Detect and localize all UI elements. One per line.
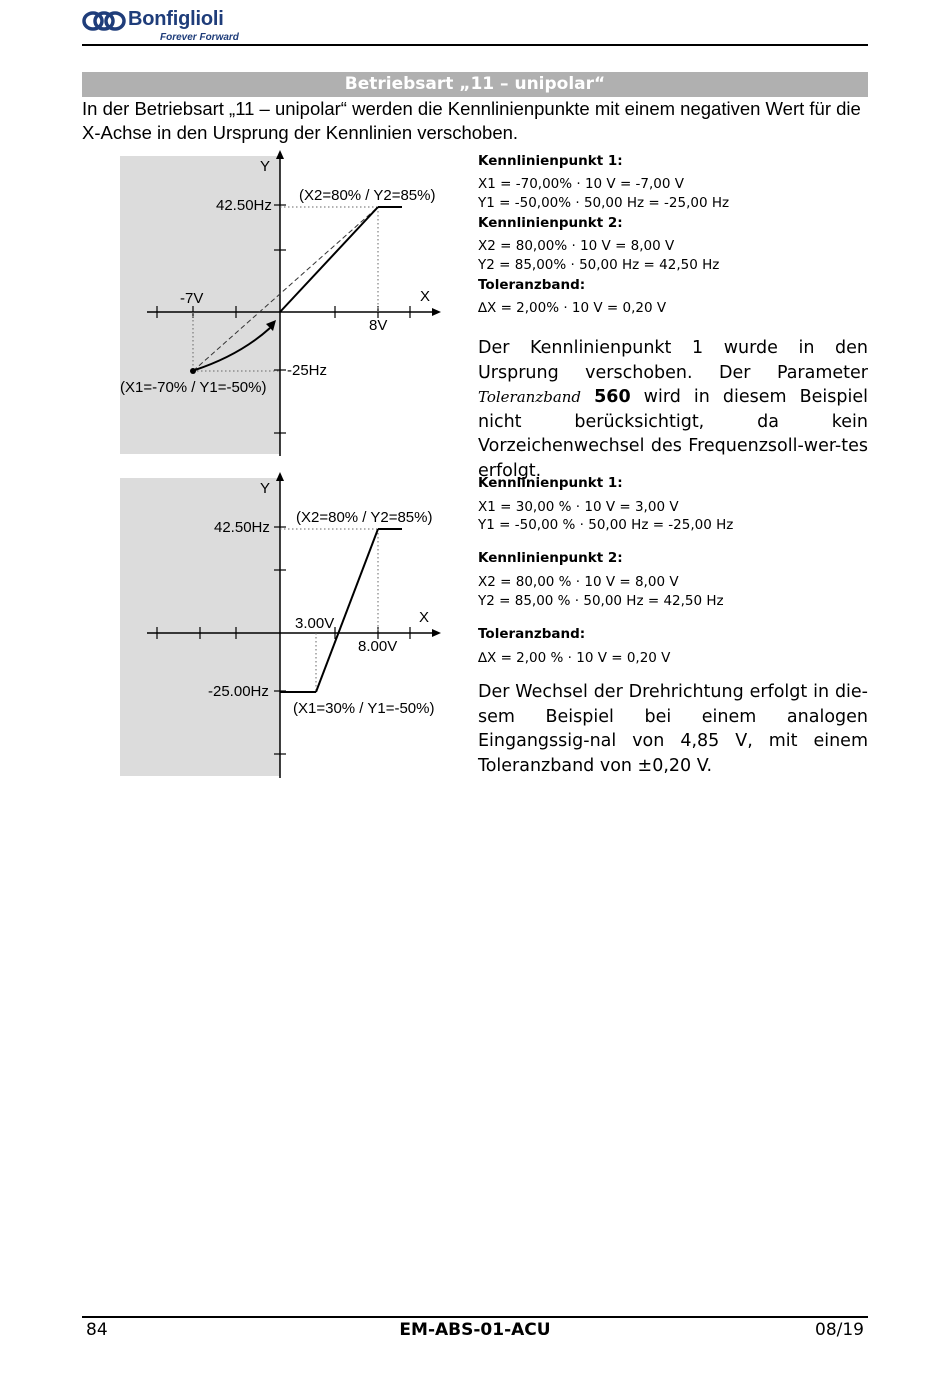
chart-1-y-lo-label: -25Hz: [287, 362, 328, 379]
tolerance-value: ∆X = 2,00 % · 10 V = 0,20 V: [478, 650, 671, 666]
kp1-y: Y1 = -50,00 % · 50,00 Hz = -25,00 Hz: [478, 517, 734, 533]
characteristic-chart-2: [110, 472, 460, 792]
logo-mark-icon: [82, 10, 126, 32]
chart-1-p2-label: (X2=80% / Y2=85%): [299, 187, 436, 204]
intro-paragraph: In der Betriebsart „11 – unipolar“ werden die Kennlinienpunkte mit einem negativen Wert für die X-Achse in den Ursprung der Kennlinien verschoben.: [82, 98, 861, 143]
chart-2-characteristic-line: [316, 529, 378, 692]
logo-brand-text: Bonfiglioli: [128, 8, 224, 30]
logo-tagline: Forever Forward: [160, 32, 239, 43]
company-logo: [82, 8, 247, 44]
chart-2-x-label: X: [419, 609, 430, 626]
chart-2-p2-label: (X2=80% / Y2=85%): [296, 509, 433, 526]
document-date: 08/19: [815, 1320, 864, 1340]
tolerance-value: ∆X = 2,00% · 10 V = 0,20 V: [478, 300, 667, 316]
parameter-name: Toleranzband: [478, 388, 582, 406]
kp2-title: Kennlinienpunkt 2:: [478, 215, 623, 231]
chart-2-y-lo-label: -25.00Hz: [208, 683, 269, 700]
footer-divider: [82, 1316, 868, 1318]
kp1-title: Kennlinienpunkt 1:: [478, 153, 623, 169]
kp1-title: Kennlinienpunkt 1:: [478, 475, 623, 491]
chart-2-y-arrow: [276, 472, 284, 481]
info-1-paragraph: [478, 336, 868, 483]
page-number: 84: [86, 1320, 108, 1340]
chart-1-shifted-line: [280, 207, 378, 312]
parameter-number: 560: [594, 387, 631, 407]
kp2-x: X2 = 80,00% · 10 V = 8,00 V: [478, 238, 675, 254]
info-1-text-b: wird in diesem Beispiel nicht berücksichtigt, da kein Vorzeichenwechsel des Frequenzsoll-wer-tes erfolgt.: [478, 387, 868, 481]
tolerance-title: Toleranzband:: [478, 626, 586, 642]
section-title: Betriebsart „11 – unipolar“: [82, 72, 868, 97]
tolerance-title: Toleranzband:: [478, 277, 586, 293]
kp1-x: X1 = -70,00% · 10 V = -7,00 V: [478, 176, 685, 192]
chart-2-y-hi-label: 42.50Hz: [214, 519, 270, 536]
kp1-y: Y1 = -50,00% · 50,00 Hz = -25,00 Hz: [478, 195, 730, 211]
chart-1-x-label: X: [420, 288, 431, 305]
characteristic-chart-1: [110, 150, 460, 470]
kp2-y: Y2 = 85,00 % · 50,00 Hz = 42,50 Hz: [478, 593, 724, 609]
header-divider: [82, 44, 868, 46]
chart-2-p1-label: (X1=30% / Y1=-50%): [293, 700, 435, 717]
chart-1-x-pos-label: 8V: [369, 317, 388, 334]
document-id: EM-ABS-01-ACU: [399, 1320, 551, 1340]
chart-2-x2-label: 8.00V: [358, 638, 398, 655]
chart-2-x-arrow: [432, 629, 441, 637]
chart-1-y-arrow: [276, 150, 284, 159]
chart-1-x-arrow: [432, 308, 441, 316]
chart-1-point-1: [190, 368, 196, 374]
info-1-text-a: Der Kennlinienpunkt 1 wurde in den Ursprung verschoben. Der Parameter: [478, 338, 868, 383]
chart-2-y-label: Y: [260, 480, 271, 497]
kp2-title: Kennlinienpunkt 2:: [478, 550, 623, 566]
chart-1-p1-label: (X1=-70% / Y1=-50%): [120, 379, 267, 396]
info-2-paragraph: Der Wechsel der Drehrichtung erfolgt in die-sem Beispiel bei einem analogen Eingangssig-nal von 4,85 V, mit einem Toleranzband von ±0,20 V.: [478, 682, 868, 776]
kp2-x: X2 = 80,00 % · 10 V = 8,00 V: [478, 574, 679, 590]
kp2-y: Y2 = 85,00% · 50,00 Hz = 42,50 Hz: [478, 257, 720, 273]
chart-1-y-hi-label: 42.50Hz: [216, 197, 272, 214]
chart-1-x-neg-label: -7V: [180, 290, 204, 307]
chart-1-y-label: Y: [260, 158, 271, 175]
kp1-x: X1 = 30,00 % · 10 V = 3,00 V: [478, 499, 679, 515]
chart-2-x1-label: 3.00V: [295, 615, 335, 632]
